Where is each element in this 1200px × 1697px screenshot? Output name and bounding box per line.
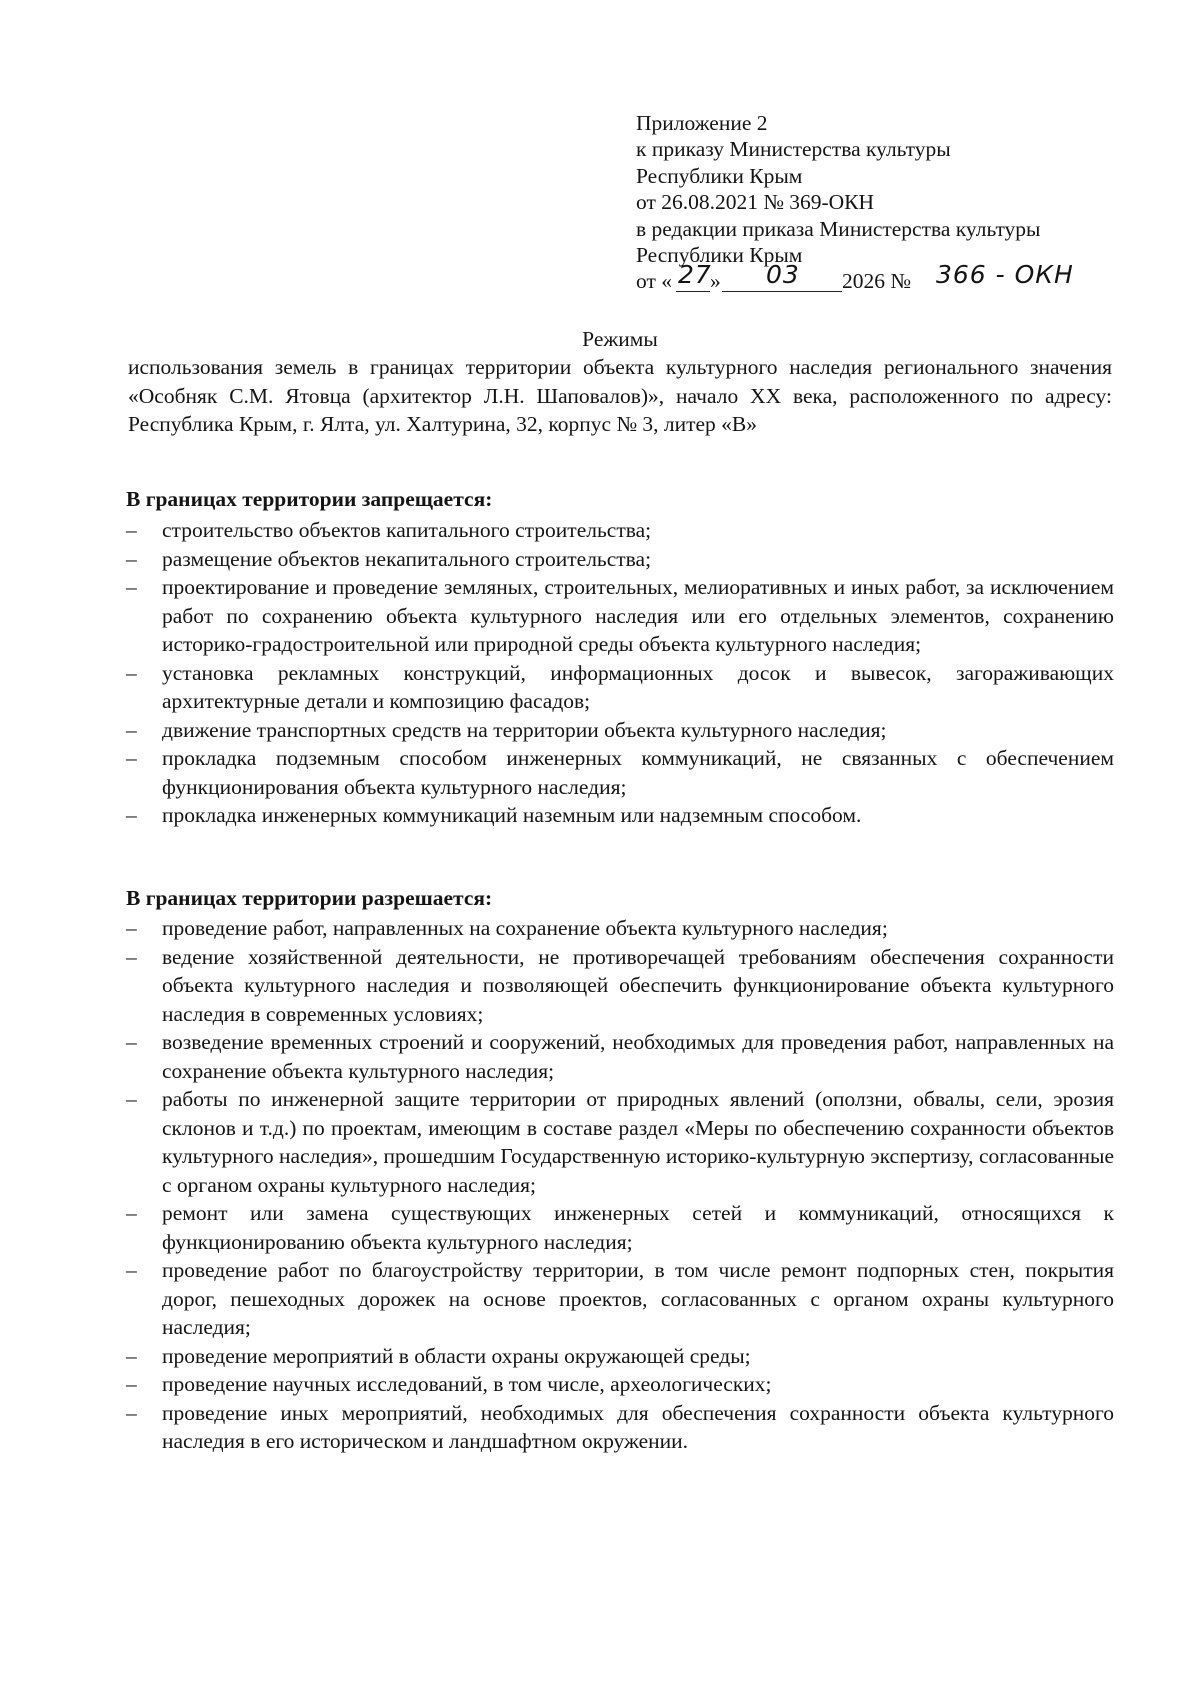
list-dash: – [126, 1258, 137, 1282]
header-republic-2: Республики Крым [636, 243, 803, 268]
prohibited-item [126, 516, 1114, 545]
prohibited-heading: В границах территории запрещается: [126, 487, 493, 511]
permitted-item-text: возведение временных строений и сооружений, необходимых для проведения работ, направленных на сохранение объекта культурного наследия; [162, 1030, 1114, 1083]
header-appendix-number: Приложение 2 [636, 111, 768, 135]
day-underline [676, 291, 710, 292]
date-year: 2026 № [842, 269, 911, 294]
permitted-item [126, 1085, 1114, 1199]
list-dash: – [126, 1343, 137, 1368]
permitted-item-text: проведение мероприятий в области охраны окружающей среды; [162, 1343, 751, 1368]
document-subtitle: использования земель в границах территории объекта культурного наследия регионального значения «Особняк С.М. Ятовца (архитектор Л.Н. Шаповалов)», начало XX века, расположенного по адресу: Республика Крым, г. Ялта, ул. Халтурина, 32, корпус № 3, литер «В» [128, 355, 1112, 436]
list-dash: – [126, 1400, 137, 1425]
list-dash: – [126, 1372, 137, 1396]
permitted-item [126, 1399, 1114, 1456]
prohibited-item-text: прокладка подземным способом инженерных коммуникаций, не связанных с обеспечением функционирования объекта культурного наследия; [162, 746, 1114, 799]
list-dash: – [126, 803, 137, 827]
permitted-item [126, 1342, 1114, 1371]
month-underline [722, 291, 842, 292]
prohibited-item [126, 545, 1114, 574]
list-dash: – [126, 660, 137, 685]
list-dash: – [126, 944, 137, 969]
permitted-item-text: проведение научных исследований, в том числе, археологических; [162, 1372, 772, 1396]
list-dash: – [126, 1087, 137, 1111]
prohibited-item-text: движение транспортных средств на территории объекта культурного наследия; [162, 717, 887, 742]
header-order-ref: к приказу Министерства культуры [636, 137, 951, 162]
list-dash: – [126, 717, 137, 742]
prohibited-item-text: размещение объектов некапитального строительства; [162, 546, 652, 571]
permitted-item [126, 943, 1114, 1029]
permitted-item-text: проведение работ по благоустройству территории, в том числе ремонт подпорных стен, покрытия дорог, пешеходных дорожек на основе проектов, согласованных с органом охраны культурного наследия; [162, 1258, 1114, 1339]
list-dash: – [126, 1030, 137, 1054]
appendix-header [636, 110, 1136, 295]
permitted-item [126, 1028, 1114, 1085]
prohibited-item-text: проектирование и проведение земляных, строительных, мелиоративных и иных работ, за исключением работ по сохранению объекта культурного наследия или его отдельных элементов, сохранению историко-градостроительной или природной среды объекта культурного наследия; [162, 575, 1114, 656]
header-revision-date-line [636, 260, 1136, 295]
permitted-item-text: ремонт или замена существующих инженерных сетей и коммуникаций, относящихся к функционированию объекта культурного наследия; [162, 1201, 1114, 1254]
permitted-list [126, 914, 1114, 1456]
permitted-heading: В границах территории разрешается: [126, 886, 493, 910]
prohibited-item-text: прокладка инженерных коммуникаций наземным или надземным способом. [162, 803, 862, 827]
prohibited-item [126, 573, 1114, 659]
permitted-item [126, 1256, 1114, 1342]
prohibited-item-text: строительство объектов капитального строительства; [162, 518, 652, 542]
list-dash: – [126, 746, 137, 770]
list-dash: – [126, 518, 137, 542]
permitted-item-text: работы по инженерной защите территории от природных явлений (оползни, обвалы, сели, эрозия склонов и т.д.) по проектам, имеющим в составе раздел «Меры по обеспечению сохранности объектов культурного наследия», прошедшим Государственную историко-культурную экспертизу, согласованные с органом охраны культурного наследия; [162, 1087, 1114, 1197]
list-dash: – [126, 1201, 137, 1225]
prohibited-item [126, 716, 1114, 745]
prohibited-item-text: установка рекламных конструкций, информационных досок и вывесок, загораживающих архитектурные детали и композицию фасадов; [162, 660, 1114, 713]
header-republic: Республики Крым [636, 163, 803, 188]
permitted-item [126, 1370, 1114, 1399]
permitted-item-text: проведение иных мероприятий, необходимых для обеспечения сохранности объекта культурного наследия в его историческом и ландшафтном окружении. [162, 1400, 1114, 1453]
permitted-item-text: проведение работ, направленных на сохранение объекта культурного наследия; [162, 916, 888, 940]
list-dash: – [126, 546, 137, 571]
date-quote-close: » [710, 269, 721, 294]
prohibited-list [126, 516, 1114, 830]
handwritten-order-number: 366 - ОКН [936, 260, 1074, 290]
date-prefix: от « [636, 269, 672, 294]
list-dash: – [126, 575, 137, 599]
header-original-order: от 26.08.2021 № 369-ОКН [636, 190, 875, 215]
prohibited-item [126, 744, 1114, 801]
handwritten-month: 03 [766, 260, 800, 290]
permitted-item [126, 914, 1114, 943]
list-dash: – [126, 916, 137, 940]
permitted-item-text: ведение хозяйственной деятельности, не противоречащей требованиям обеспечения сохранности объекта культурного наследия и позволяющей обеспечить функционирование объекта культурного наследия в современных условиях; [162, 944, 1114, 1026]
prohibited-item [126, 801, 1114, 830]
document-title: Режимы [582, 327, 658, 351]
prohibited-item [126, 659, 1114, 716]
header-revision-ref: в редакции приказа Министерства культуры [636, 216, 1041, 241]
handwritten-day: 27 [678, 260, 712, 290]
permitted-item [126, 1199, 1114, 1256]
